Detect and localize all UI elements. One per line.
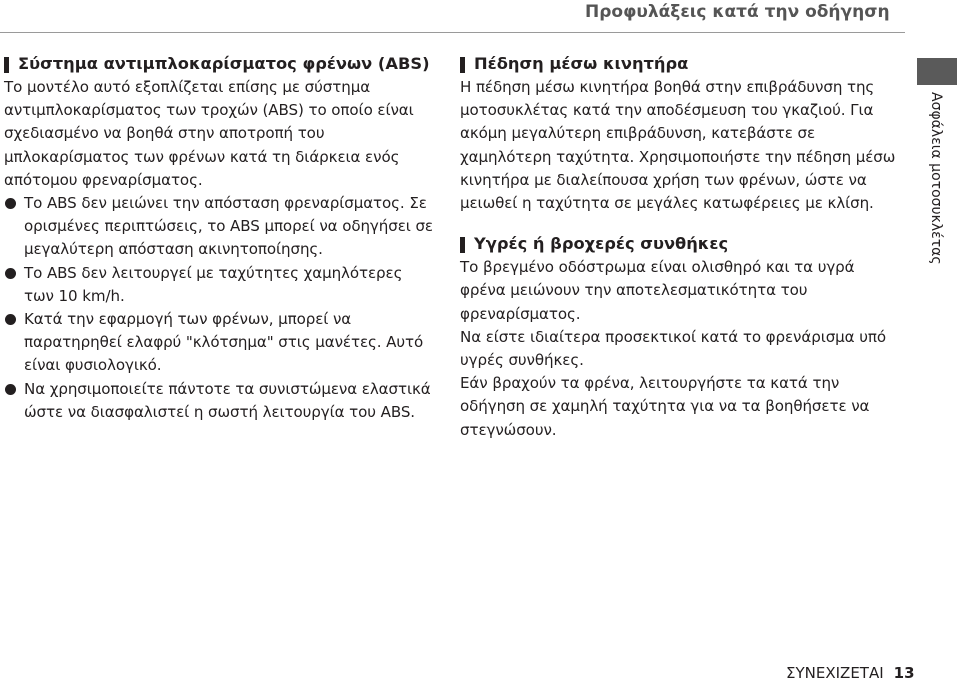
abs-bullet-list [4, 192, 436, 424]
heading-marker [4, 57, 9, 73]
abs-bullet [4, 378, 436, 424]
abs-heading [4, 52, 436, 76]
wet-conditions-heading-text: Υγρές ή βροχερές συνθήκες [474, 234, 729, 254]
right-column [460, 52, 900, 442]
abs-section [4, 52, 436, 424]
engine-braking-body: Η πέδηση μέσω κινητήρα βοηθά στην επιβράδυνση της μοτοσυκλέτας κατά την αποδέσμευση του γκαζιού. Για ακόμη μεγαλύτερη επιβράδυνση, κατεβάστε σε χαμηλότερη ταχύτητα. Χρησιμοποιήστε την πέδηση μέσω κινητήρα με διαλείπουσα χρήση των φρένων, ώστε να μειωθεί η ταχύτητα σε μεγάλες κατωφέρειες με κλίση. [460, 78, 896, 213]
abs-bullet-text: Το ABS δεν λειτουργεί με ταχύτητες χαμηλότερες των 10 km/h. [24, 263, 403, 305]
abs-bullet-text: Κατά την εφαρμογή των φρένων, μπορεί να παρατηρηθεί ελαφρύ "κλότσημα" στις μανέτες. Αυτό είναι φυσιολογικό. [24, 310, 424, 375]
section-tab-label: Ασφάλεια μοτοσυκλέτας [928, 92, 944, 265]
continued-label: ΣΥΝΕΧΙΖΕΤΑΙ [786, 664, 884, 682]
wet-conditions-paragraph: Το βρεγμένο οδόστρωμα είναι ολισθηρό και τα υγρά φρένα μειώνουν την αποτελεσματικότητα του φρεναρίσματος. [460, 258, 855, 323]
abs-intro: Το μοντέλο αυτό εξοπλίζεται επίσης με σύστημα αντιμπλοκαρίσματος των τροχών (ABS) το οποίο είναι σχεδιασμένο να βοηθά στην αποτροπή του μπλοκαρίσματος των φρένων κατά τη διάρκεια ενός απότομου φρεναρίσματος. [4, 78, 414, 189]
page-header-title: Προφυλάξεις κατά την οδήγηση [585, 2, 890, 22]
bullet-dot-icon [5, 268, 16, 279]
engine-braking-heading-text: Πέδηση μέσω κινητήρα [474, 54, 689, 73]
header-divider [0, 32, 905, 33]
abs-bullet [4, 192, 436, 262]
heading-marker [460, 57, 465, 73]
wet-conditions-paragraph: Εάν βραχούν τα φρένα, λειτουργήστε τα κατά την οδήγηση σε χαμηλή ταχύτητα για να τα βοηθήσετε να στεγνώσουν. [460, 374, 870, 439]
abs-heading-text: Σύστημα αντιμπλοκαρίσματος φρένων (ABS) [18, 54, 430, 73]
heading-marker [460, 237, 465, 253]
engine-braking-heading [460, 52, 900, 76]
page-number: 13 [893, 664, 915, 682]
abs-bullet [4, 308, 436, 378]
wet-conditions-heading [460, 232, 900, 256]
section-tab-marker [917, 58, 957, 85]
bullet-dot-icon [5, 384, 16, 395]
abs-bullet-text: Το ABS δεν μειώνει την απόσταση φρεναρίσματος. Σε ορισμένες περιπτώσεις, το ABS μπορεί να οδηγήσει σε μεγαλύτερη απόσταση ακινητοποίησης. [24, 194, 433, 259]
wet-conditions-paragraph: Να είστε ιδιαίτερα προσεκτικοί κατά το φρενάρισμα υπό υγρές συνθήκες. [460, 327, 886, 370]
bullet-dot-icon [5, 314, 16, 325]
abs-bullet-text: Να χρησιμοποιείτε πάντοτε τα συνιστώμενα ελαστικά ώστε να διασφαλιστεί η σωστή λειτουργία του ABS. [24, 379, 431, 421]
bullet-dot-icon [5, 198, 16, 209]
abs-bullet [4, 262, 436, 308]
page-footer [786, 663, 915, 683]
